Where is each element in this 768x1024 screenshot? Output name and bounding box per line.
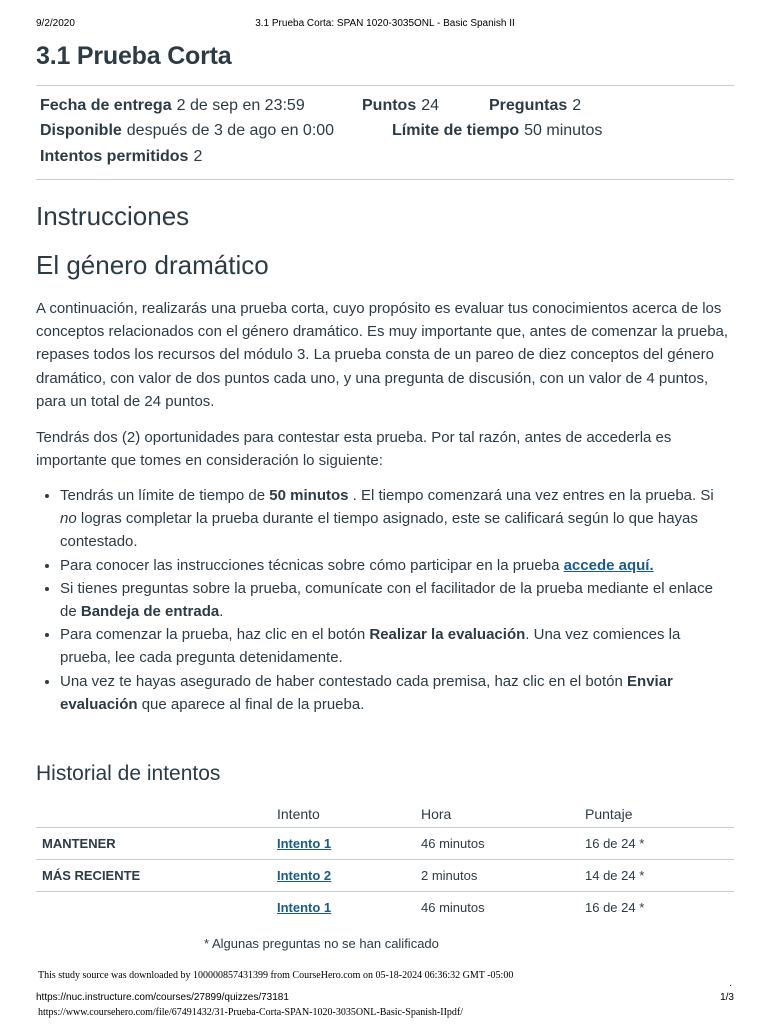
due-date-value: 2 de sep en 23:59 — [176, 97, 305, 114]
page-title: 3.1 Prueba Corta — [36, 42, 232, 70]
table-header-row — [36, 800, 734, 828]
page-number: 1/3 — [720, 992, 734, 1003]
attempts-table — [36, 800, 734, 923]
due-date — [40, 97, 305, 115]
questions-value: 2 — [572, 97, 582, 114]
time-limit-value: 50 minutos — [524, 122, 603, 139]
table-row — [36, 828, 734, 860]
list-item: • Para comenzar la prueba, haz clic en el botón Realizar la evaluación. Una vez comiences la prueba, lee cada pregunta detenidamente. — [60, 623, 732, 669]
list-item: • Una vez te hayas asegurado de haber contestado cada premisa, haz clic en el botón Enviar evaluación que aparece al final de la prueba. — [60, 670, 732, 716]
footer-dot: . — [729, 978, 732, 989]
attempt-score: 14 de 24 * — [579, 860, 734, 892]
column-header-score: Puntaje — [579, 800, 734, 828]
allowed-attempts — [40, 148, 202, 166]
source-url: https://www.coursehero.com/file/67491432/31-Prueba-Corta-SPAN-1020-3035ONL-Basic-Spanish-IIpdf/ — [38, 1007, 464, 1018]
source-notice: This study source was downloaded by 100000857431399 from CourseHero.com on 05-18-2024 06:36:32 GMT -05:00 — [38, 970, 514, 981]
table-row — [36, 892, 734, 924]
page-url: https://nuc.instructure.com/courses/27899/quizzes/73181 — [36, 992, 289, 1003]
points-value: 24 — [421, 97, 440, 114]
list-item: • Tendrás un límite de tiempo de 50 minutos . El tiempo comenzará una vez entres en la prueba. Si no logras completar la prueba durante el tiempo asignado, este se calificará según lo que hayas contestado. — [60, 484, 732, 554]
attempt-link[interactable]: Intento 1 — [277, 836, 332, 851]
intro-paragraph: A continuación, realizarás una prueba corta, cuyo propósito es evaluar tus conocimientos acerca de los conceptos relacionados con el género dramático. Es muy importante que, antes de comenzar la prueba, repases todos los recursos del módulo 3. La prueba consta de un pareo de diez conceptos del género dramático, con valor de dos puntos cada uno, y una pregunta de discusión, con un valor de 4 puntos, para un total de 24 puntos. — [36, 300, 729, 410]
print-date: 9/2/2020 — [36, 18, 75, 29]
time-limit-label: Límite de tiempo — [392, 122, 520, 139]
column-header-time: Hora — [415, 800, 579, 828]
questions — [489, 97, 581, 115]
available-label: Disponible — [40, 122, 122, 139]
allowed-attempts-label: Intentos permitidos — [40, 148, 189, 165]
divider — [36, 179, 734, 180]
attempt-score: 16 de 24 * — [579, 828, 734, 860]
attempt-link[interactable]: Intento 1 — [277, 900, 332, 915]
table-row — [36, 860, 734, 892]
list-item: • Si tienes preguntas sobre la prueba, comunícate con el facilitador de la prueba mediante el enlace de Bandeja de entrada. — [60, 577, 732, 623]
print-footer — [36, 992, 734, 1006]
due-date-label: Fecha de entrega — [40, 97, 172, 114]
history-title: Historial de intentos — [36, 762, 221, 785]
access-here-link[interactable]: accede aquí. — [563, 556, 654, 574]
attempt-time: 2 minutos — [415, 860, 579, 892]
points — [362, 97, 439, 115]
available — [40, 122, 334, 140]
genre-heading: El género dramático — [36, 250, 269, 280]
questions-label: Preguntas — [489, 97, 568, 114]
available-value: después de 3 de ago en 0:00 — [126, 122, 335, 139]
attempt-link[interactable]: Intento 2 — [277, 868, 332, 883]
points-label: Puntos — [362, 97, 417, 114]
grading-footnote: * Algunas preguntas no se han calificado — [204, 936, 439, 951]
row-label: MÁS RECIENTE — [36, 860, 271, 892]
attempt-time: 46 minutos — [415, 828, 579, 860]
attempts-paragraph: Tendrás dos (2) oportunidades para contestar esta prueba. Por tal razón, antes de accederla es importante que tomes en consideración lo siguiente: — [36, 429, 672, 470]
print-header — [36, 18, 734, 32]
time-limit — [392, 122, 602, 140]
print-title: 3.1 Prueba Corta: SPAN 1020-3035ONL - Basic Spanish II — [255, 18, 515, 29]
row-label: MANTENER — [36, 828, 271, 860]
allowed-attempts-value: 2 — [193, 148, 203, 165]
column-header-label — [36, 800, 271, 828]
instructions-heading: Instrucciones — [36, 201, 190, 231]
divider — [36, 85, 734, 86]
attempt-score: 16 de 24 * — [585, 900, 645, 915]
column-header-attempt: Intento — [271, 800, 415, 828]
instructions-list — [36, 484, 732, 716]
attempt-time: 46 minutos — [421, 900, 485, 915]
list-item: • Para conocer las instrucciones técnicas sobre cómo participar en la prueba accede aquí. — [60, 554, 732, 577]
row-label — [36, 892, 271, 924]
